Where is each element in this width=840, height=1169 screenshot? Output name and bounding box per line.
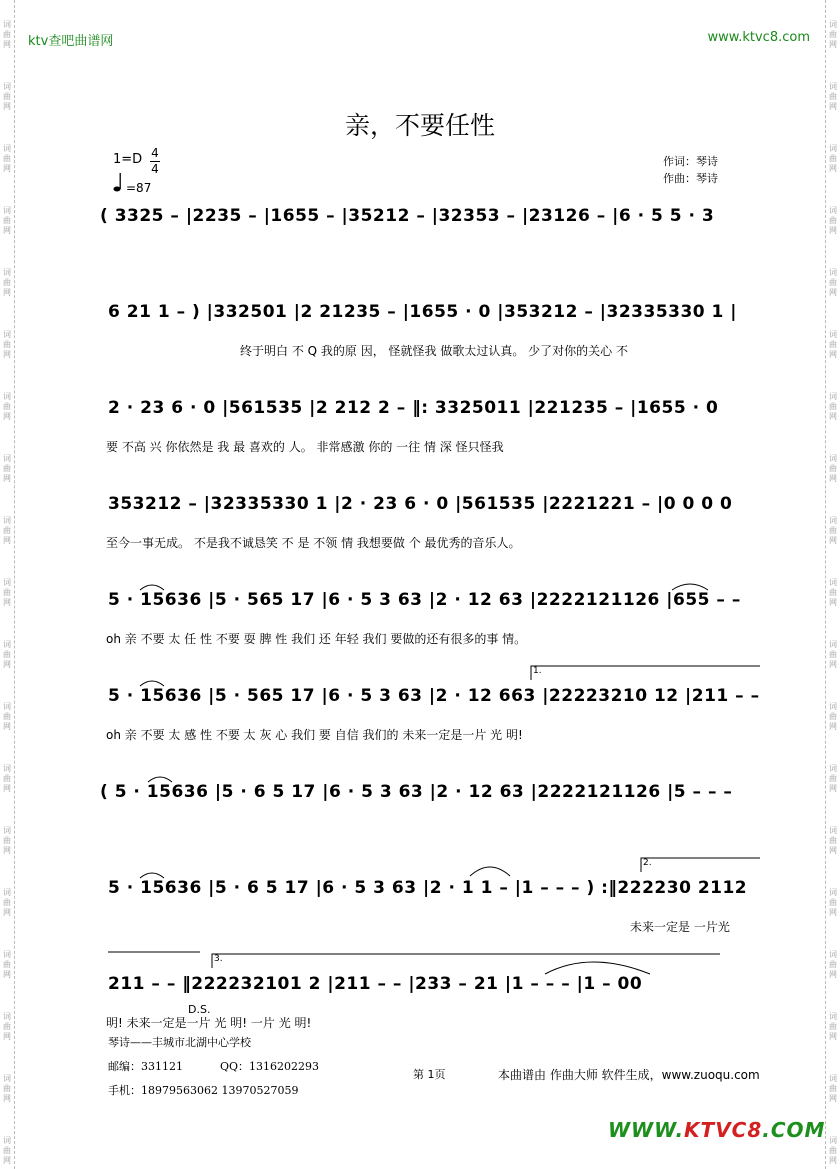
- side-mark: 词 曲 网: [829, 454, 837, 483]
- side-mark: 词 曲 网: [829, 640, 837, 669]
- side-mark: 词 曲 网: [3, 516, 11, 545]
- side-mark: 词 曲 网: [829, 268, 837, 297]
- side-mark: 词 曲 网: [3, 702, 11, 731]
- volta-3-label: 3.: [214, 954, 223, 964]
- side-mark: 词 曲 网: [3, 20, 11, 49]
- side-mark: 词 曲 网: [829, 702, 837, 731]
- left-margin: [0, 0, 15, 1169]
- side-mark: 词 曲 网: [3, 1136, 11, 1165]
- lyric-row-9: 明! 未来一定是一片 光 明! 一片 光 明!: [106, 1016, 312, 1030]
- lyric-row-3: 要 不高 兴 你依然是 我 最 喜欢的 人。 非常感激 你的 一往 情 深 怪只怪我: [106, 440, 504, 454]
- lyricist-credit: 作词：琴诗: [663, 155, 718, 168]
- side-mark: 词 曲 网: [3, 82, 11, 111]
- right-margin: [825, 0, 840, 1169]
- side-mark: 词 曲 网: [3, 392, 11, 421]
- score-row-7: ( 5 · 15636 |5 · 6 5 17 |6 · 5 3 63 |2 · 12 63 |2222121126 |5 – – –: [100, 782, 733, 802]
- tempo-marking: =87: [126, 181, 152, 195]
- footer-phone: 手机：18979563062 13970527059: [108, 1084, 299, 1097]
- footer-school: 琴诗——丰城市北湖中心学校: [108, 1036, 251, 1049]
- side-mark: 词 曲 网: [829, 888, 837, 917]
- side-mark: 词 曲 网: [829, 1136, 837, 1165]
- watermark-suffix: .COM: [762, 1118, 826, 1142]
- lyric-row-6: oh 亲 不要 太 感 性 不要 太 灰 心 我们 要 自信 我们的 未来一定是一片 光 明!: [106, 728, 523, 742]
- page-number: 第 1页: [413, 1068, 446, 1081]
- side-mark: 词 曲 网: [3, 578, 11, 607]
- composer-credit: 作曲：琴诗: [663, 172, 718, 185]
- side-mark: 词 曲 网: [829, 578, 837, 607]
- side-mark: 词 曲 网: [3, 1074, 11, 1103]
- score-row-1: ( 3325 – |2235 – |1655 – |35212 – |32353 – |23126 – |6 · 5 5 · 3: [100, 206, 715, 226]
- side-mark: 词 曲 网: [829, 826, 837, 855]
- side-mark: 词 曲 网: [829, 1074, 837, 1103]
- side-mark: 词 曲 网: [3, 144, 11, 173]
- lyric-row-5: oh 亲 不要 太 任 性 不要 耍 脾 性 我们 还 年轻 我们 要做的还有很多的事 情。: [106, 632, 527, 646]
- side-mark: 词 曲 网: [829, 1012, 837, 1041]
- side-mark: 词 曲 网: [3, 206, 11, 235]
- lyric-row-2: 终于明白 不 Q 我的原 因， 怪就怪我 做歌太过认真。 少了对你的关心 不: [240, 344, 628, 358]
- side-mark: 词 曲 网: [3, 330, 11, 359]
- side-mark: 词 曲 网: [3, 826, 11, 855]
- lyric-row-4: 至今一事无成。 不是我不诚恳笑 不 是 不领 情 我想要做 个 最优秀的音乐人。: [106, 536, 521, 550]
- quarter-note-icon: [113, 172, 123, 192]
- site-name-left[interactable]: ktv查吧曲谱网: [28, 34, 114, 49]
- side-mark: 词 曲 网: [829, 82, 837, 111]
- key-signature: 1=D: [113, 152, 143, 167]
- score-row-6: 5 · 15636 |5 · 565 17 |6 · 5 3 63 |2 · 12 663 |22223210 12 |211 – –: [108, 686, 760, 706]
- side-mark: 词 曲 网: [829, 516, 837, 545]
- watermark-brand: KTVC8: [684, 1118, 763, 1142]
- song-title: 亲，不要任性: [344, 111, 495, 140]
- side-mark: 词 曲 网: [3, 1012, 11, 1041]
- generator-credit[interactable]: 本曲谱由 作曲大师 软件生成，www.zuoqu.com: [498, 1068, 760, 1082]
- side-mark: 词 曲 网: [3, 640, 11, 669]
- score-row-5: 5 · 15636 |5 · 565 17 |6 · 5 3 63 |2 · 12 63 |2222121126 |655 – –: [108, 590, 741, 610]
- side-mark: 词 曲 网: [3, 454, 11, 483]
- side-mark: 词 曲 网: [829, 392, 837, 421]
- side-mark: 词 曲 网: [3, 268, 11, 297]
- ds-marking: D.S.: [188, 1003, 211, 1016]
- lyric-row-8: 未来一定是 一片光: [630, 920, 730, 934]
- meter-top: 4: [151, 146, 159, 160]
- side-mark: 词 曲 网: [3, 950, 11, 979]
- score-row-2: 6 21 1 – ) |332501 |2 21235 – |1655 · 0 |353212 – |32335330 1 |: [108, 302, 738, 322]
- score-row-4: 353212 – |32335330 1 |2 · 23 6 · 0 |561535 |2221221 – |0 0 0 0: [108, 494, 733, 514]
- watermark-prefix: WWW.: [608, 1118, 685, 1142]
- side-mark: 词 曲 网: [829, 764, 837, 793]
- side-mark: 词 曲 网: [3, 888, 11, 917]
- side-mark: 词 曲 网: [829, 206, 837, 235]
- footer-qq: QQ：1316202293: [220, 1060, 320, 1073]
- score-row-3: 2 · 23 6 · 0 |561535 |2 212 2 – ‖: 3325011 |221235 – |1655 · 0: [108, 398, 719, 418]
- site-url-right[interactable]: www.ktvc8.com: [707, 30, 810, 45]
- side-mark: 词 曲 网: [829, 144, 837, 173]
- side-mark: 词 曲 网: [829, 950, 837, 979]
- side-mark: 词 曲 网: [829, 20, 837, 49]
- side-mark: 词 曲 网: [3, 764, 11, 793]
- volta-2-label: 2.: [643, 858, 652, 868]
- score-row-8: 5 · 15636 |5 · 6 5 17 |6 · 5 3 63 |2 · 1 1 – |1 – – – ) :‖222230 2112: [108, 878, 748, 898]
- time-signature: [150, 146, 160, 177]
- meter-bottom: 4: [151, 162, 159, 176]
- footer-postcode: 邮编：331121: [108, 1060, 183, 1073]
- watermark-logo: [608, 1118, 825, 1142]
- score-row-9: 211 – – ‖222232101 2 |211 – – |233 – 21 |1 – – – |1 – 00: [108, 974, 643, 994]
- side-mark: 词 曲 网: [829, 330, 837, 359]
- volta-1-label: 1.: [533, 666, 542, 676]
